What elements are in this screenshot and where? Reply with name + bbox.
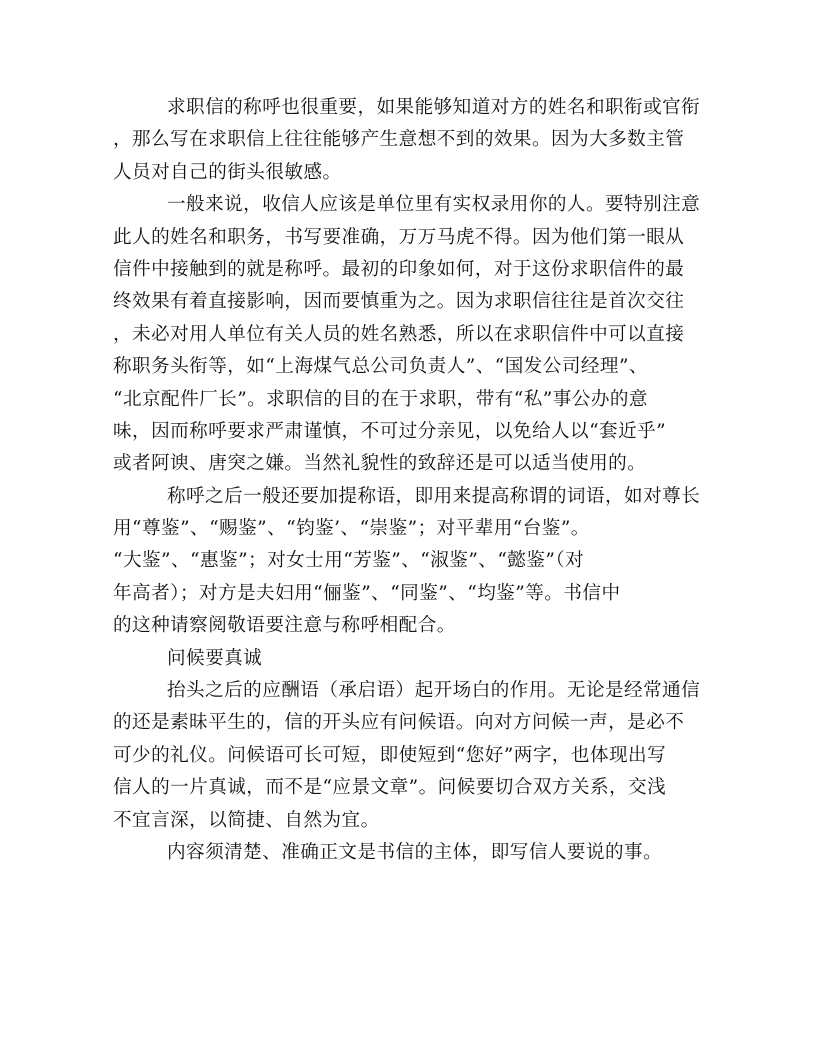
text-line: 味，因而称呼要求严肃谨慎，不可过分亲见，以免给人以“套近乎”	[113, 420, 667, 442]
text-line: 一般来说，收信人应该是单位里有实权录用你的人。要特别注意	[167, 194, 701, 216]
text-line: 称职务头衔等，如“上海煤气总公司负责人”、“国发公司经理”、	[113, 356, 648, 378]
text-line: 或者阿谀、唐突之嫌。当然礼貌性的致辞还是可以适当使用的。	[113, 453, 647, 475]
text-line: 可少的礼仪。问候语可长可短，即使短到“您好”两字，也体现出写	[113, 744, 667, 766]
text-line: ，那么写在求职信上往往能够产生意想不到的效果。因为大多数主管	[113, 129, 685, 151]
text-line: 抬头之后的应酬语（承启语）起开场白的作用。无论是经常通信	[167, 680, 701, 702]
text-line: 不宜言深，以简捷、自然为宜。	[113, 809, 380, 831]
text-line: “北京配件厂长”。求职信的目的在于求职，带有“私”事公办的意	[113, 388, 648, 410]
text-line: ，未必对用人单位有关人员的姓名熟悉，所以在求职信件中可以直接	[113, 323, 685, 345]
body-text	[113, 92, 703, 869]
text-line: 人员对自己的街头很敏感。	[113, 161, 342, 183]
text-line: 信件中接触到的就是称呼。最初的印象如何，对于这份求职信件的最	[113, 258, 685, 280]
text-line: 此人的姓名和职务，书写要准确，万万马虎不得。因为他们第一眼从	[113, 226, 685, 248]
text-line: 求职信的称呼也很重要，如果能够知道对方的姓名和职衔或官衔	[167, 97, 701, 118]
text-line: 年高者）；对方是夫妇用“俪鉴”、“同鉴”、“均鉴”等。书信中	[113, 582, 621, 604]
text-line: 终效果有着直接影响，因而要慎重为之。因为求职信往往是首次交往	[113, 291, 685, 313]
text-line: 称呼之后一般还要加提称语，即用来提高称谓的词语，如对尊长	[167, 485, 701, 507]
text-line: 信人的一片真诚，而不是“应景文章”。问候要切合双方关系，交浅	[113, 777, 667, 799]
text-line: 问候要真诚	[167, 647, 263, 669]
text-line: “大鉴”、“惠鉴”；对女士用“芳鉴”、“淑鉴”、“懿鉴”（对	[113, 550, 585, 572]
text-line: 用“尊鉴”、“赐鉴”、“钧鉴’、“崇鉴”；对平辈用“台鉴”。	[113, 518, 590, 540]
text-line: 内容须清楚、准确正文是书信的主体，即写信人要说的事。	[167, 841, 663, 863]
text-line: 的还是素昧平生的，信的开头应有问候语。向对方问候一声，是必不	[113, 712, 685, 734]
text-line: 的这种请察阅敬语要注意与称呼相配合。	[113, 615, 456, 637]
